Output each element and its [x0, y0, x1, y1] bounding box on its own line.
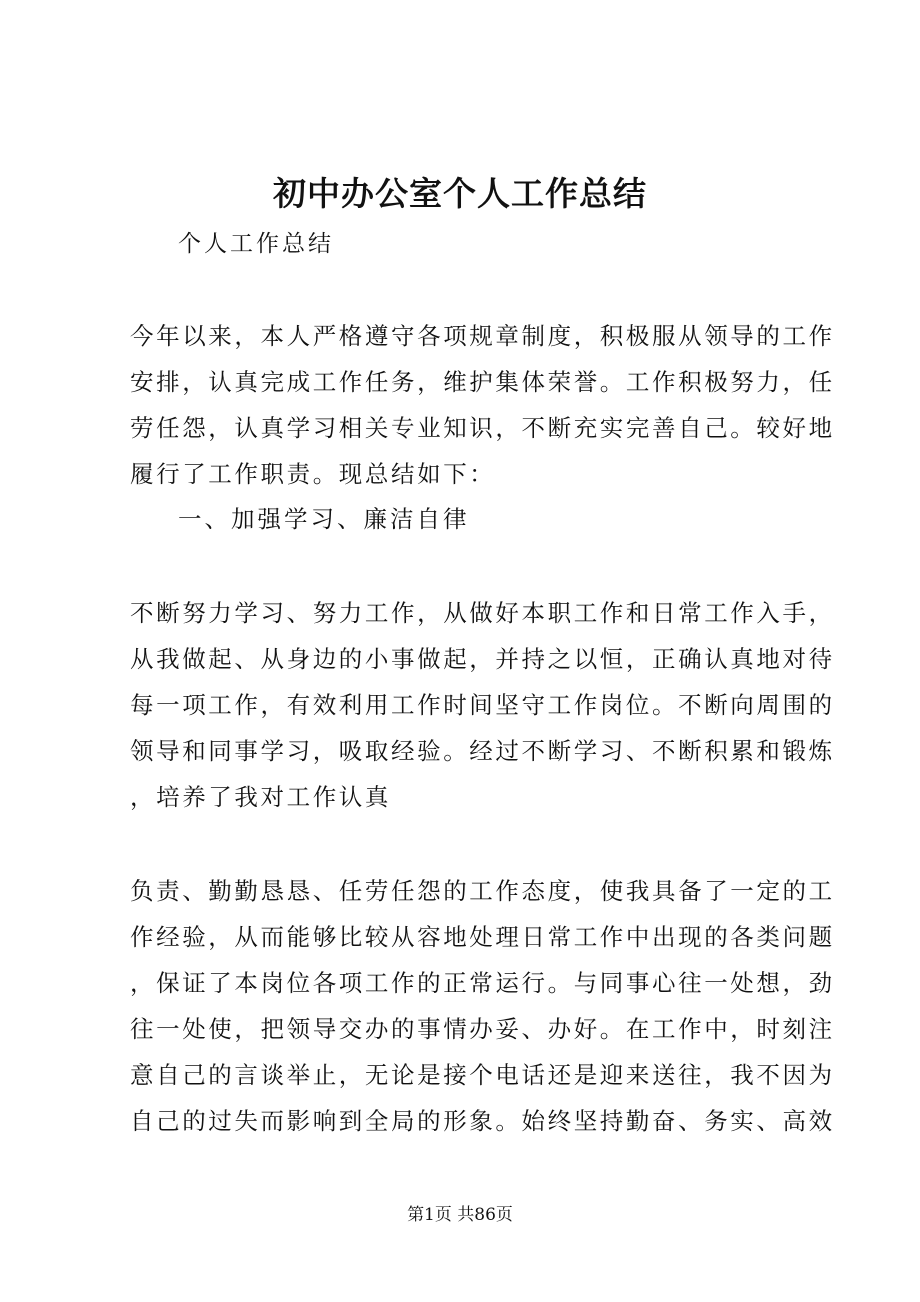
section-heading: 一、加强学习、廉洁自律 — [178, 505, 470, 533]
paragraph-line: 安排，认真完成工作任务，维护集体荣誉。工作积极努力，任 — [130, 368, 835, 396]
paragraph-line: 作经验，从而能够比较从容地处理日常工作中出现的各类问题 — [130, 923, 835, 951]
paragraph-line: 领导和同事学习，吸取经验。经过不断学习、不断积累和锻炼 — [130, 737, 835, 765]
paragraph-attitude — [130, 868, 835, 1144]
paragraph-line: 从我做起、从身边的小事做起，并持之以恒，正确认真地对待 — [130, 645, 835, 673]
paragraph-intro — [130, 313, 835, 497]
paragraph-line: ，培养了我对工作认真 — [130, 783, 391, 811]
paragraph-line: 每一项工作，有效利用工作时间坚守工作岗位。不断向周围的 — [130, 691, 835, 719]
paragraph-line: 自己的过失而影响到全局的形象。始终坚持勤奋、务实、高效 — [130, 1107, 835, 1135]
paragraph-line: 今年以来，本人严格遵守各项规章制度，积极服从领导的工作 — [130, 322, 835, 350]
paragraph-line: 负责、勤勤恳恳、任劳任怨的工作态度，使我具备了一定的工 — [130, 877, 835, 905]
paragraph-line: 意自己的言谈举止，无论是接个电话还是迎来送往，我不因为 — [130, 1061, 835, 1089]
document-subtitle: 个人工作总结 — [178, 231, 334, 257]
paragraph-line: 履行了工作职责。现总结如下： — [130, 460, 496, 488]
paragraph-line: 往一处使，把领导交办的事情办妥、办好。在工作中，时刻注 — [130, 1015, 835, 1043]
paragraph-study — [130, 590, 835, 820]
page-number-footer: 第1页 共86页 — [407, 1205, 513, 1225]
paragraph-line: 劳任怨，认真学习相关专业知识，不断充实完善自己。较好地 — [130, 414, 835, 442]
paragraph-line: 不断努力学习、努力工作，从做好本职工作和日常工作入手， — [130, 599, 835, 627]
paragraph-line: ，保证了本岗位各项工作的正常运行。与同事心往一处想，劲 — [130, 969, 835, 997]
document-title: 初中办公室个人工作总结 — [273, 174, 647, 213]
